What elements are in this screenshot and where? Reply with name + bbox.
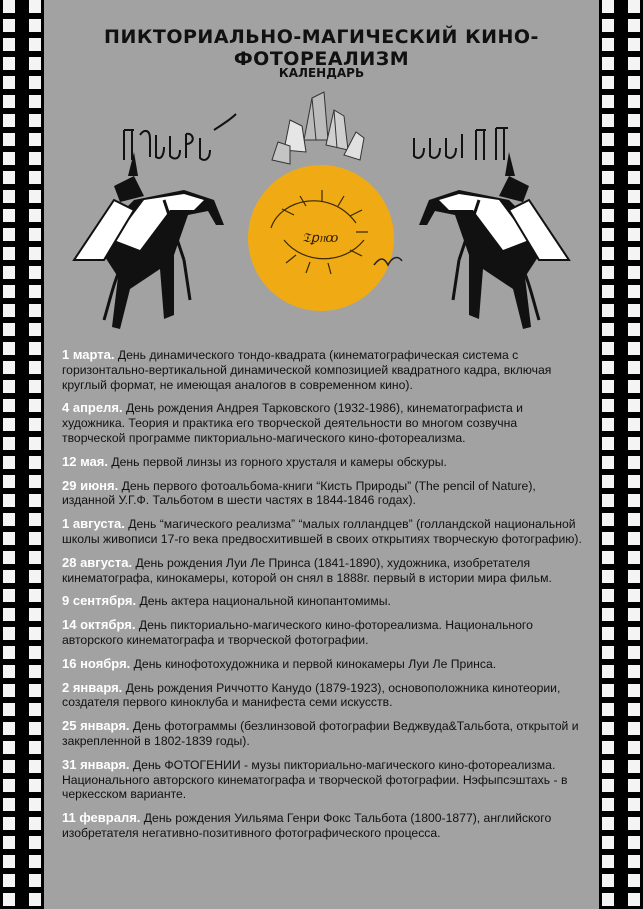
page-subtitle: КАЛЕНДАРЬ (278, 66, 365, 80)
entry-28-august (62, 556, 582, 586)
entry-29-june (62, 479, 582, 509)
entry-date: 14 октября. (62, 617, 136, 633)
entry-16-november (62, 657, 582, 672)
entry-25-january (62, 719, 582, 749)
entry-31-january (62, 758, 582, 802)
entry-date: 12 мая. (62, 453, 108, 469)
entry-date: 1 марта. (62, 347, 115, 362)
entry-text: День фотограммы (безлинзовой фотографии Веджвуда&Тальбота, открытой и закрепленной в 1802-1839 годы). (62, 719, 579, 748)
entry-text: День рождения Луи Ле Принса (1841-1890), художника, изобретателя кинематографа, кинокамеры, которой он снял в 1888г. первый в истории мира фильм. (62, 555, 552, 585)
ornament-script-right-icon (414, 128, 508, 160)
entry-date: 28 августа. (62, 554, 133, 570)
sun-glyph-text: 𝔗ꝑ𝔫ꝏ (302, 231, 339, 246)
entry-text: День рождения Уильяма Генри Фокс Тальбота (1800-1877), английского изобретателя негативно-позитивного фотографического процесса. (62, 811, 552, 840)
entry-date: 16 ноября. (62, 655, 131, 671)
entry-text: День динамического тондо-квадрата (кинематографическая система с горизонтально-вертикальной динамической композицией квадратного кадра, включая круглый формат, не имеющая аналогов в современном кино). (62, 348, 552, 392)
entry-2-january (62, 681, 582, 711)
entry-text: День первой линзы из горного хрусталя и камеры обскуры. (111, 454, 447, 469)
film-perforations (3, 0, 15, 909)
film-strip-right (599, 0, 643, 909)
entry-4-april (62, 401, 582, 445)
film-perforations (29, 0, 41, 909)
entry-text: День кинофотохудожника и первой кинокамеры Луи Ле Принса. (133, 656, 497, 671)
film-perforations (602, 0, 614, 909)
header-illustration (44, 90, 599, 330)
entry-1-march (62, 348, 582, 392)
entry-text: День “магического реализма” “малых голландцев” (голландской национальной школы живописи 17-го века предвосхитившей в своих открытиях творческую фотографию). (62, 517, 582, 546)
entry-date: 4 апреля. (62, 400, 123, 416)
entry-14-october (62, 618, 582, 648)
entry-date: 1 августа. (62, 516, 125, 532)
entry-date: 31 января. (62, 756, 130, 772)
calendar-entries (62, 348, 582, 850)
crystal-icon (272, 92, 364, 164)
entry-text: День актера национальной кинопантомимы. (139, 594, 391, 609)
entry-1-august (62, 517, 582, 547)
horseman-right-icon (419, 152, 569, 329)
entry-text: День пикториально-магического кино-фотореализма. Национального авторского кинематографа и творческой фотографии. (62, 618, 533, 647)
page-title: ПИКТОРИАЛЬНО-МАГИЧЕСКИЙ КИНО-ФОТОРЕАЛИЗМ (104, 26, 539, 70)
entry-12-may (62, 455, 582, 470)
entry-text: День рождения Андрея Тарковского (1932-1986), кинематографиста и художника. Теория и практика его творческой деятельности во многом созвучна творческой программе пикториально-магического кино-фотореализма. (62, 401, 523, 445)
entry-date: 11 февраля. (62, 810, 141, 826)
entry-text: День ФОТОГЕНИИ - музы пикториально-магического кино-фотореализма. Национального авторского кинематографа и творческой фотографии. Нэфыпсэштахь - в черкесском варианте. (62, 757, 568, 802)
horseman-left-icon (74, 152, 224, 329)
entry-date: 2 января. (62, 679, 123, 695)
ornament-script-left-icon (124, 114, 236, 160)
entry-date: 25 января. (62, 718, 130, 734)
entry-text: День рождения Риччотто Канудо (1879-1923), основоположника кинотеории, создателя первого киноклуба и манифеста семи искусств. (62, 680, 561, 710)
entry-9-september (62, 594, 582, 609)
entry-11-february (62, 811, 582, 841)
entry-date: 29 июня. (62, 477, 119, 493)
film-strip-left (0, 0, 44, 909)
entry-date: 9 сентября. (62, 593, 137, 609)
film-perforations (628, 0, 640, 909)
entry-text: День первого фотоальбома-книги “Кисть Природы” (The pencil of Nature), изданной У.Г.Ф. Тальботом в шести частях в 1844-1846 годах). (62, 478, 536, 508)
